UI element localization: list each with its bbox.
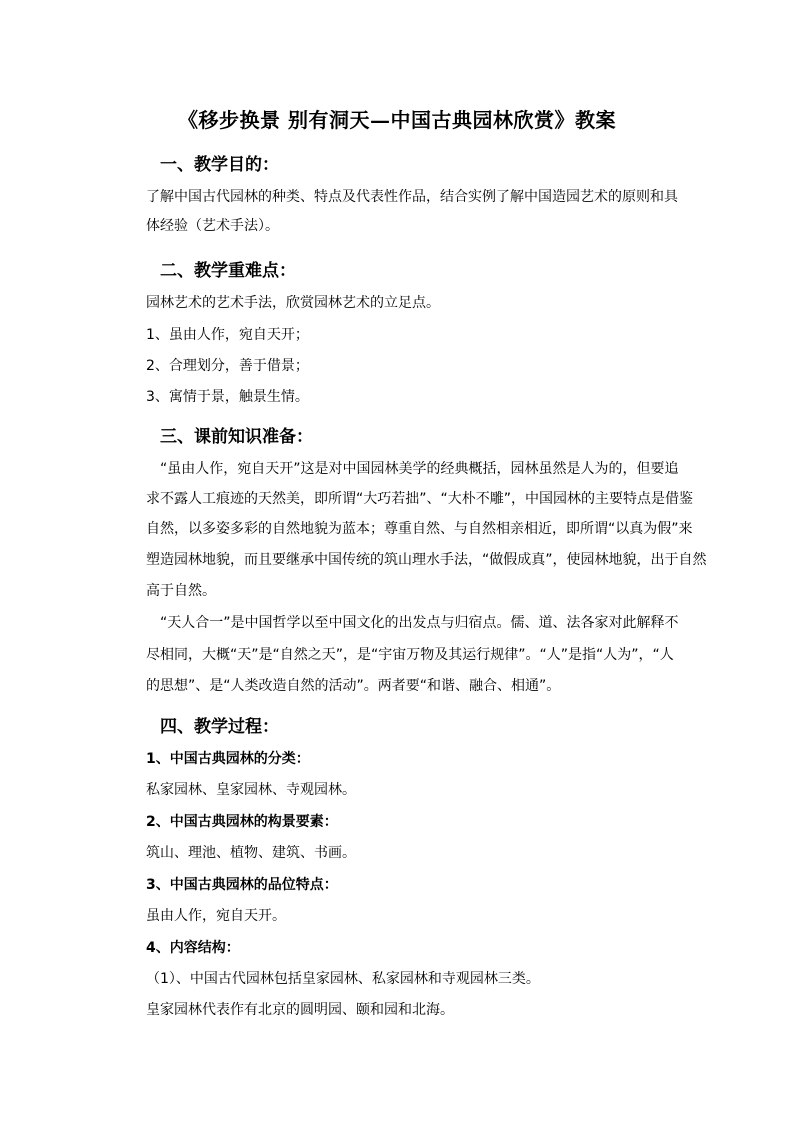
paragraph-line: 求不露人工痕迹的天然美，即所谓“大巧若拙”、“大朴不雕”，中国园林的主要特点是借鉴 bbox=[146, 491, 694, 507]
list-item: 1、虽由人作，宛自天开； bbox=[146, 327, 309, 343]
list-item: 2、合理划分，善于借景； bbox=[146, 358, 309, 374]
paragraph-line: 自然，以多姿多彩的自然地貌为蓝本；尊重自然、与自然相亲相近，即所谓“以真为假”来 bbox=[146, 521, 693, 537]
paragraph-line: （1）、中国古代园林包括皇家园林、私家园林和寺观园林三类。 bbox=[146, 971, 540, 987]
paragraph-line: 皇家园林代表作有北京的圆明园、颐和园和北海。 bbox=[146, 1002, 454, 1018]
subheading: 1、中国古典园林的分类： bbox=[146, 751, 310, 767]
paragraph-line: 高于自然。 bbox=[146, 583, 216, 599]
subheading: 3、中国古典园林的品位特点： bbox=[146, 877, 338, 893]
section-heading-preparation: 三、课前知识准备： bbox=[160, 427, 313, 447]
paragraph-line: “天人合一”是中国哲学以至中国文化的出发点与归宿点。儒、道、法各家对此解释不 bbox=[160, 615, 679, 631]
subheading: 4、内容结构： bbox=[146, 940, 240, 956]
paragraph-line: 筑山、理池、植物、建筑、书画。 bbox=[146, 845, 356, 861]
paragraph-line: 体经验（艺术手法）。 bbox=[146, 218, 279, 234]
paragraph-line: 尽相同，大概“天”是“自然之天”，是“宇宙万物及其运行规律”。“人”是指“人为”，“人 bbox=[146, 647, 674, 663]
subheading: 2、中国古典园林的构景要素： bbox=[146, 814, 338, 830]
section-heading-key-points: 二、教学重难点： bbox=[160, 261, 296, 281]
paragraph-line: 虽由人作，宛自天开。 bbox=[146, 908, 286, 924]
section-heading-objectives: 一、教学目的： bbox=[160, 155, 279, 175]
document-title: 《移步换景 别有洞天—中国古典园林欣赏》教案 bbox=[178, 108, 616, 132]
list-item: 3、寓情于景，触景生情。 bbox=[146, 389, 309, 405]
paragraph-line: 的思想”、是“人类改造自然的活动”。两者要“和谐、融合、相通”。 bbox=[146, 678, 561, 694]
section-heading-process: 四、教学过程： bbox=[160, 717, 279, 737]
paragraph-line: 园林艺术的艺术手法，欣赏园林艺术的立足点。 bbox=[146, 295, 440, 311]
paragraph-line: 私家园林、皇家园林、寺观园林。 bbox=[146, 782, 356, 798]
paragraph-line: 了解中国古代园林的种类、特点及代表性作品，结合实例了解中国造园艺术的原则和具 bbox=[146, 189, 678, 205]
paragraph-line: 塑造园林地貌，而且要继承中国传统的筑山理水手法，“做假成真”，使园林地貌，出于自然 bbox=[146, 552, 707, 568]
paragraph-line: “虽由人作，宛自天开”这是对中国园林美学的经典概括，园林虽然是人为的，但要追 bbox=[160, 461, 679, 477]
